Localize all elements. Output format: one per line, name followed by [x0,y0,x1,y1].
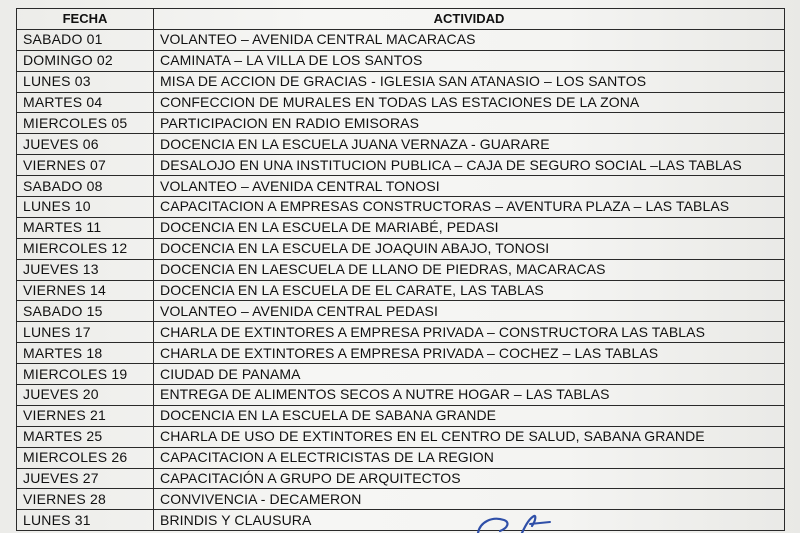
activity-cell: DOCENCIA EN LA ESCUELA DE JOAQUIN ABAJO, TONOSI [154,238,785,259]
activity-schedule-table [16,8,785,531]
table-row [17,197,785,218]
activity-cell: DOCENCIA EN LA ESCUELA DE EL CARATE, LAS TABLAS [154,280,785,301]
handwritten-signature [470,512,580,533]
date-cell: LUNES 31 [17,510,154,531]
date-cell: LUNES 10 [17,197,154,218]
activity-cell: VOLANTEO – AVENIDA CENTRAL MACARACAS [154,29,785,50]
activity-cell: CHARLA DE USO DE EXTINTORES EN EL CENTRO DE SALUD, SABANA GRANDE [154,426,785,447]
activity-cell: CAPACITACION A EMPRESAS CONSTRUCTORAS – AVENTURA PLAZA – LAS TABLAS [154,197,785,218]
activity-cell: DESALOJO EN UNA INSTITUCION PUBLICA – CAJA DE SEGURO SOCIAL –LAS TABLAS [154,155,785,176]
date-cell: VIERNES 21 [17,405,154,426]
activity-cell: CAPACITACIÓN A GRUPO DE ARQUITECTOS [154,468,785,489]
date-cell: SABADO 01 [17,29,154,50]
date-cell: SABADO 15 [17,301,154,322]
date-cell: MIERCOLES 05 [17,113,154,134]
activity-cell: VOLANTEO – AVENIDA CENTRAL TONOSI [154,176,785,197]
table-header-row [17,9,785,30]
activity-cell: DOCENCIA EN LA ESCUELA JUANA VERNAZA - GUARARE [154,134,785,155]
activity-cell: ENTREGA DE ALIMENTOS SECOS A NUTRE HOGAR – LAS TABLAS [154,385,785,406]
date-cell: LUNES 03 [17,71,154,92]
date-cell: VIERNES 14 [17,280,154,301]
column-header-activity: ACTIVIDAD [154,9,785,30]
date-cell: MARTES 25 [17,426,154,447]
table-row [17,468,785,489]
table-row [17,217,785,238]
activity-cell: CHARLA DE EXTINTORES A EMPRESA PRIVADA – CONSTRUCTORA LAS TABLAS [154,322,785,343]
activity-cell: VOLANTEO – AVENIDA CENTRAL PEDASI [154,301,785,322]
activity-cell: DOCENCIA EN LAESCUELA DE LLANO DE PIEDRAS, MACARACAS [154,259,785,280]
table-row [17,426,785,447]
table-row [17,71,785,92]
activity-cell: DOCENCIA EN LA ESCUELA DE MARIABÉ, PEDASI [154,217,785,238]
date-cell: SABADO 08 [17,176,154,197]
activity-cell: MISA DE ACCION DE GRACIAS - IGLESIA SAN ATANASIO – LOS SANTOS [154,71,785,92]
table-row [17,238,785,259]
activity-cell: CAPACITACION A ELECTRICISTAS DE LA REGION [154,447,785,468]
date-cell: MARTES 11 [17,217,154,238]
activity-cell: CONVIVENCIA - DECAMERON [154,489,785,510]
table-row [17,134,785,155]
date-cell: MIERCOLES 19 [17,364,154,385]
date-cell: MARTES 18 [17,343,154,364]
date-cell: MIERCOLES 26 [17,447,154,468]
table-row [17,447,785,468]
activity-cell: DOCENCIA EN LA ESCUELA DE SABANA GRANDE [154,405,785,426]
activity-cell: CONFECCION DE MURALES EN TODAS LAS ESTACIONES DE LA ZONA [154,92,785,113]
date-cell: LUNES 17 [17,322,154,343]
activity-cell: CIUDAD DE PANAMA [154,364,785,385]
activity-cell: BRINDIS Y CLAUSURA [154,510,785,531]
table-row [17,405,785,426]
date-cell: JUEVES 27 [17,468,154,489]
table-row [17,301,785,322]
date-cell: JUEVES 13 [17,259,154,280]
table-row [17,322,785,343]
table-row [17,113,785,134]
table-row [17,343,785,364]
date-cell: VIERNES 28 [17,489,154,510]
date-cell: MIERCOLES 12 [17,238,154,259]
activity-cell: CAMINATA – LA VILLA DE LOS SANTOS [154,50,785,71]
table-row [17,155,785,176]
date-cell: VIERNES 07 [17,155,154,176]
table-row [17,510,785,531]
table-row [17,29,785,50]
date-cell: MARTES 04 [17,92,154,113]
table-row [17,489,785,510]
table-row [17,280,785,301]
table-row [17,385,785,406]
column-header-date: FECHA [17,9,154,30]
activity-cell: PARTICIPACION EN RADIO EMISORAS [154,113,785,134]
activity-cell: CHARLA DE EXTINTORES A EMPRESA PRIVADA – COCHEZ – LAS TABLAS [154,343,785,364]
date-cell: DOMINGO 02 [17,50,154,71]
date-cell: JUEVES 20 [17,385,154,406]
table-row [17,364,785,385]
date-cell: JUEVES 06 [17,134,154,155]
table-row [17,176,785,197]
table-row [17,92,785,113]
table-row [17,259,785,280]
table-row [17,50,785,71]
